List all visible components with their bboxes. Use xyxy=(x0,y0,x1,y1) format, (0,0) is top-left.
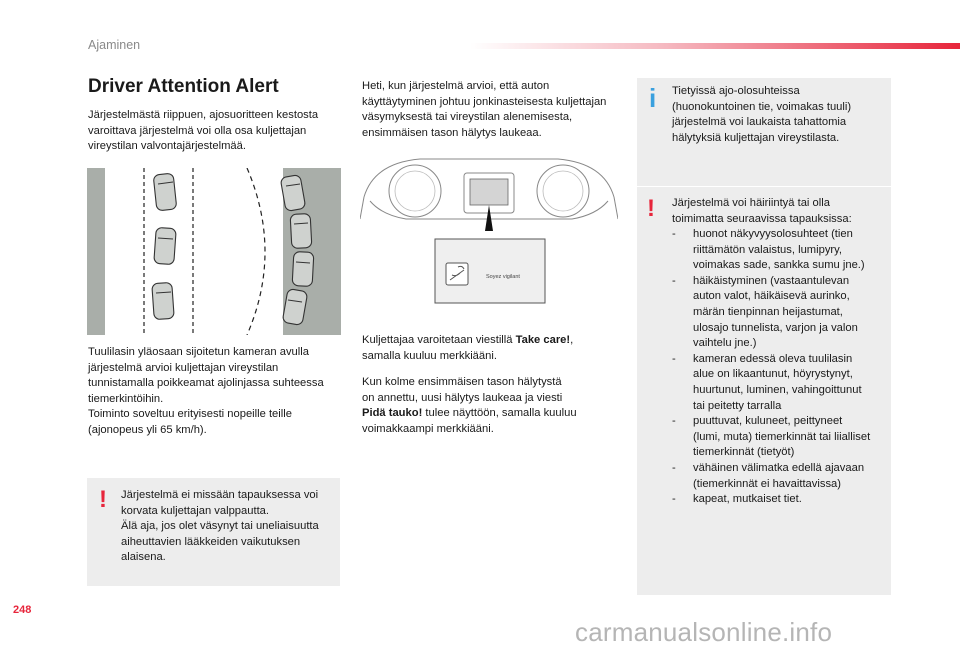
section-title: Ajaminen xyxy=(88,38,141,52)
list-item xyxy=(672,274,888,352)
list-dash: - xyxy=(672,461,676,474)
take-care-text-before: Kuljettajaa varoitetaan viestillä xyxy=(362,334,516,346)
list-item xyxy=(672,461,888,492)
display-alert-text: Soyez vigilant xyxy=(486,274,520,280)
warning-icon: ! xyxy=(647,195,655,222)
list-item xyxy=(672,227,888,274)
take-break-message: Pidä tauko! xyxy=(362,407,423,420)
list-item-text: puuttuvat, kuluneet, peittyneet (lumi, muta) tiemerkinnät tai liialliset tiemerkinnät (tietyöt) xyxy=(693,415,871,459)
take-break-text-before: Kun kolme ensimmäisen tason hälytystä on annettu, uusi hälytys laukeaa ja viesti xyxy=(362,376,563,404)
warning-icon: ! xyxy=(99,486,107,513)
lane-drift-illustration xyxy=(87,168,341,335)
list-dash: - xyxy=(672,415,676,428)
info-box-false-alerts xyxy=(637,78,891,186)
list-item-text: vähäinen välimatka edellä ajavaan (tiemerkinnät ei havaittavissa) xyxy=(693,461,865,490)
list-dash: - xyxy=(672,228,676,240)
page-heading: Driver Attention Alert xyxy=(88,76,279,97)
list-item xyxy=(672,352,888,414)
take-care-message: Take care! xyxy=(515,334,571,346)
list-dash: - xyxy=(672,352,676,365)
instrument-cluster-alert-illustration xyxy=(360,149,618,311)
take-care-text-after: , samalla kuuluu merkkiääni. xyxy=(362,334,574,362)
warning-limitations-intro: Järjestelmä voi häiriintyä tai olla toimimatta seuraavissa tapauksissa: xyxy=(672,197,852,225)
list-item-text: häikäistyminen (vastaantulevan auton valot, häikäisevä aurinko, märän tienpinnan heijastumat, ulosajo tunnelista, varjon ja valon vaihtelu jne.) xyxy=(693,274,858,350)
limitations-list xyxy=(672,227,888,508)
warning-vigilance-text: Järjestelmä ei missään tapauksessa voi korvata kuljettajan valppautta. Älä aja, jos olet väsynyt tai uneliaisuutta aiheuttavien lääkkeiden vaikutuksen alaisena. xyxy=(121,489,319,564)
header-accent-bar xyxy=(470,43,960,49)
info-false-alerts-text: Tietyissä ajo-olosuhteissa (huonokuntoinen tie, voimakas tuuli) järjestelmä voi laukaista tahattomia hälytyksiä kuljettajan vireystilasta. xyxy=(672,85,852,144)
list-item-text: kapeat, mutkaiset tiet. xyxy=(693,493,802,506)
watermark-text: carmanualsonline.info xyxy=(575,617,833,647)
list-item-text: kameran edessä oleva tuulilasin alue on likaantunut, höyrystynyt, huurtunut, luminen, vahingoittunut tai peitetty tarralla xyxy=(693,352,862,412)
take-break-text-after: tulee näyttöön, samalla kuuluu voimakkaampi merkkiääni. xyxy=(362,407,577,435)
list-dash: - xyxy=(672,493,676,506)
list-item xyxy=(672,492,888,508)
intro-paragraph: Järjestelmästä riippuen, ajosuoritteen kestosta varoittava järjestelmä voi olla osa kuljettajan vireystilan valvontajärjestelmää. xyxy=(88,109,319,153)
list-item xyxy=(672,414,888,461)
list-dash: - xyxy=(672,274,676,287)
take-care-paragraph xyxy=(362,333,624,364)
description-paragraph: Tuulilasin yläosaan sijoitetun kameran avulla järjestelmä arvioi kuljettajan vireystilan tunnistamalla poikkeamat ajolinjassa suhteessa tiemerkintöihin. Toiminto soveltuu erityisesti nopeille teille (ajonopeus yli 65 km/h). xyxy=(88,346,324,436)
list-item-text: huonot näkyvyysolosuhteet (tien riittämätön valaistus, lumipyry, voimakas sade, sankka sumu jne.) xyxy=(693,228,865,272)
page-number: 248 xyxy=(13,604,32,616)
info-icon: i xyxy=(649,83,657,113)
take-break-paragraph xyxy=(362,375,624,437)
first-level-alert-paragraph: Heti, kun järjestelmä arvioi, että auton käyttäytyminen johtuu jonkinasteisesta kuljettajan väsymyksestä tai vireystilan alenemisesta, ensimmäisen tason hälytys laukeaa. xyxy=(362,80,607,139)
warning-box-vigilance xyxy=(87,478,340,586)
